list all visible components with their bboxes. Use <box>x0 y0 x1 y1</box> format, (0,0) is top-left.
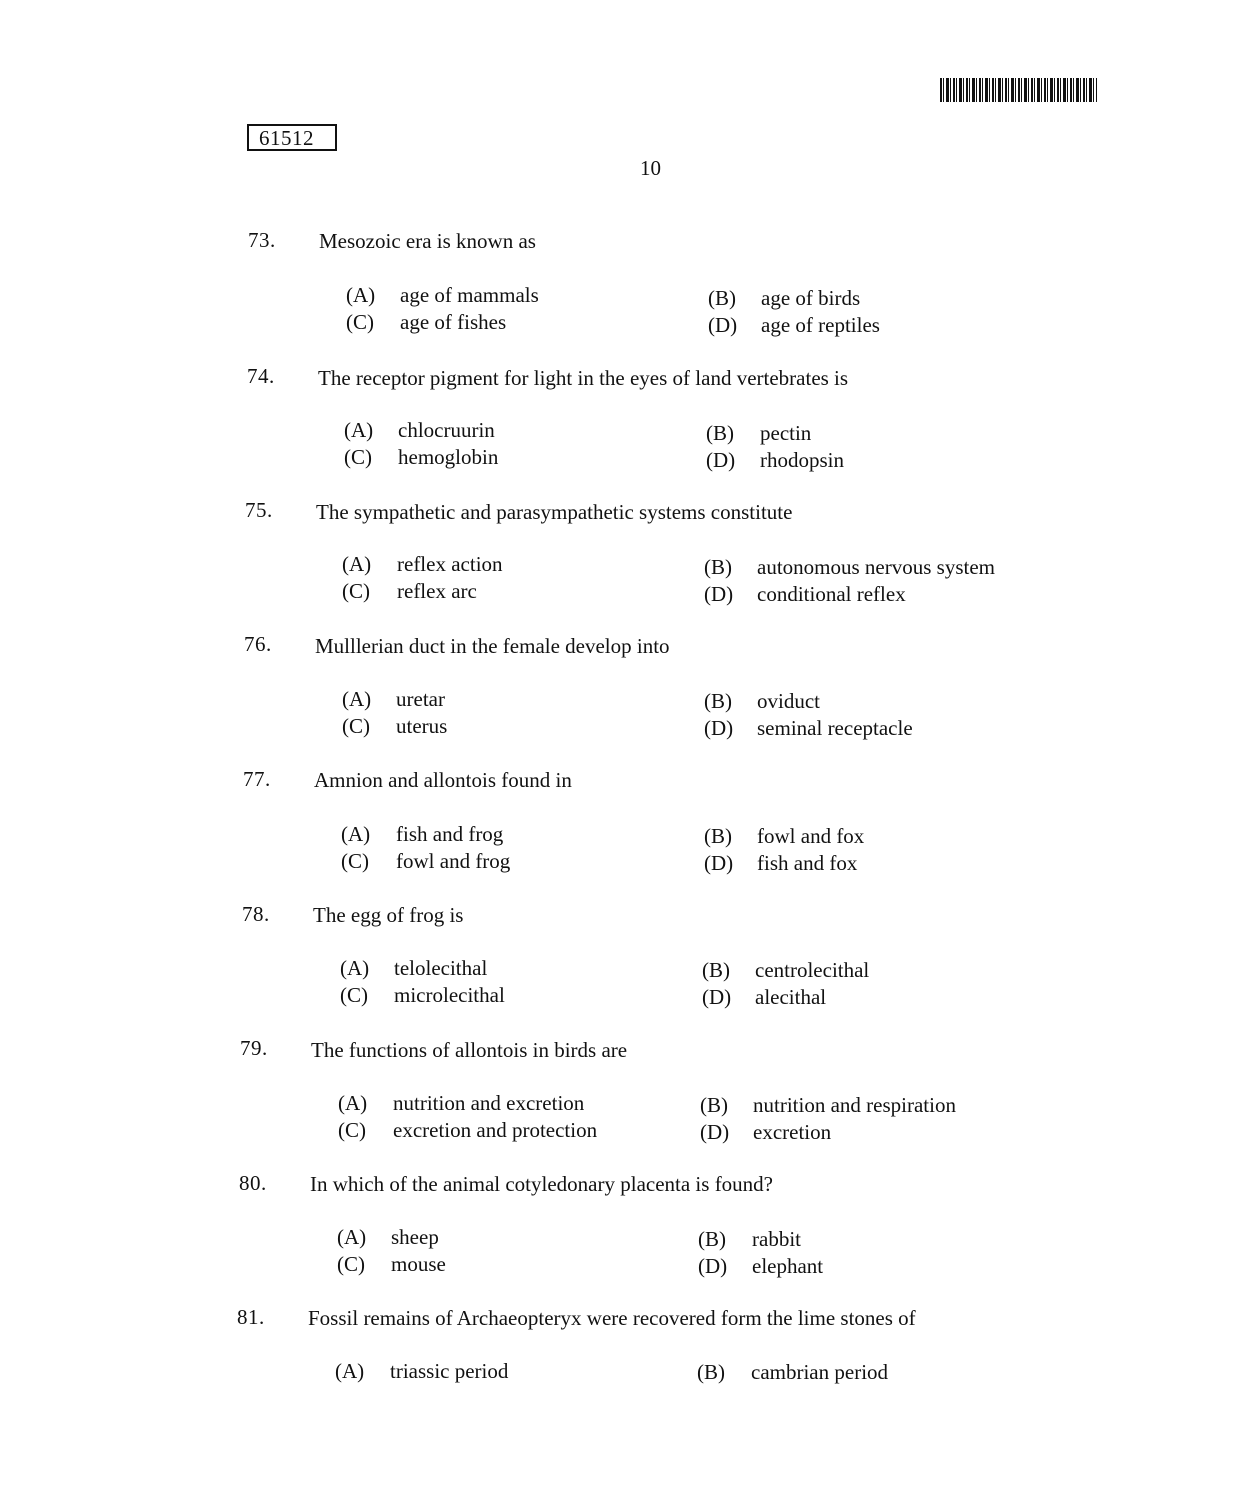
option-text: rabbit <box>752 1227 801 1251</box>
option-label: (B) <box>698 1227 726 1251</box>
option-label: (D) <box>704 582 734 606</box>
question-text: The sympathetic and parasympathetic systems constitute <box>316 500 793 524</box>
question-text: Mesozoic era is known as <box>319 229 536 253</box>
option-label: (D) <box>700 1120 730 1144</box>
barcode-icon <box>940 78 1097 102</box>
option-text: telolecithal <box>394 956 488 980</box>
option-text: mouse <box>391 1252 446 1276</box>
option-label: (C) <box>344 445 372 469</box>
question-number: 73. <box>248 228 276 252</box>
option-text: fish and fox <box>757 851 858 875</box>
option-text: centrolecithal <box>755 958 870 982</box>
question-number: 80. <box>239 1171 267 1195</box>
option-label: (D) <box>704 851 734 875</box>
option-text: microlecithal <box>394 983 505 1007</box>
option-label: (B) <box>704 824 732 848</box>
option-label: (A) <box>344 418 374 442</box>
question-number: 79. <box>240 1036 268 1060</box>
option-text: age of mammals <box>400 283 539 307</box>
option-text: alecithal <box>755 985 827 1009</box>
option-text: excretion <box>753 1120 832 1144</box>
page-number: 10 <box>640 156 661 180</box>
option-label: (B) <box>697 1360 725 1384</box>
option-label: (B) <box>700 1093 728 1117</box>
option-label: (C) <box>338 1118 366 1142</box>
option-label: (B) <box>706 421 734 445</box>
paper-code-box <box>247 124 337 151</box>
option-text: cambrian period <box>751 1360 889 1384</box>
option-text: chlocruurin <box>398 418 495 442</box>
option-text: elephant <box>752 1254 824 1278</box>
option-text: reflex arc <box>397 579 477 603</box>
option-label: (D) <box>698 1254 728 1278</box>
option-label: (B) <box>702 958 730 982</box>
option-label: (A) <box>341 822 371 846</box>
option-text: triassic period <box>390 1359 509 1383</box>
option-label: (A) <box>346 283 376 307</box>
option-label: (D) <box>704 716 734 740</box>
option-text: sheep <box>391 1225 439 1249</box>
option-text: fish and frog <box>396 822 504 846</box>
option-label: (B) <box>704 555 732 579</box>
option-label: (C) <box>342 579 370 603</box>
question-text: Amnion and allontois found in <box>314 768 572 792</box>
option-text: uterus <box>396 714 448 738</box>
option-label: (A) <box>338 1091 368 1115</box>
option-label: (B) <box>708 286 736 310</box>
question-text: In which of the animal cotyledonary placenta is found? <box>310 1172 774 1196</box>
question-number: 74. <box>247 364 275 388</box>
option-text: hemoglobin <box>398 445 499 469</box>
question-number: 77. <box>243 767 271 791</box>
option-text: nutrition and excretion <box>393 1091 585 1115</box>
option-label: (A) <box>335 1359 365 1383</box>
option-label: (C) <box>342 714 370 738</box>
option-text: uretar <box>396 687 445 711</box>
option-text: age of fishes <box>400 310 507 334</box>
option-text: age of birds <box>761 286 861 310</box>
question-number: 75. <box>245 498 273 522</box>
option-label: (B) <box>704 689 732 713</box>
question-text: The egg of frog is <box>313 903 464 927</box>
option-label: (A) <box>342 687 372 711</box>
option-label: (C) <box>340 983 368 1007</box>
option-label: (D) <box>702 985 732 1009</box>
option-label: (A) <box>342 552 372 576</box>
option-label: (C) <box>337 1252 365 1276</box>
option-label: (A) <box>340 956 370 980</box>
option-text: nutrition and respiration <box>753 1093 956 1117</box>
option-text: rhodopsin <box>760 448 844 472</box>
option-label: (C) <box>341 849 369 873</box>
question-number: 78. <box>242 902 270 926</box>
paper-code: 61512 <box>259 126 314 150</box>
option-text: excretion and protection <box>393 1118 598 1142</box>
option-label: (A) <box>337 1225 367 1249</box>
option-text: fowl and fox <box>757 824 865 848</box>
option-text: oviduct <box>757 689 820 713</box>
question-text: Fossil remains of Archaeopteryx were recovered form the lime stones of <box>308 1306 916 1330</box>
option-text: fowl and frog <box>396 849 511 873</box>
option-label: (D) <box>708 313 738 337</box>
question-number: 81. <box>237 1305 265 1329</box>
option-text: pectin <box>760 421 812 445</box>
option-label: (D) <box>706 448 736 472</box>
question-number: 76. <box>244 632 272 656</box>
question-text: Mulllerian duct in the female develop into <box>315 634 670 658</box>
question-text: The receptor pigment for light in the eyes of land vertebrates is <box>318 366 849 390</box>
option-text: age of reptiles <box>761 313 880 337</box>
option-text: conditional reflex <box>757 582 906 606</box>
option-text: autonomous nervous system <box>757 555 995 579</box>
option-text: seminal receptacle <box>757 716 913 740</box>
question-text: The functions of allontois in birds are <box>311 1038 628 1062</box>
option-text: reflex action <box>397 552 503 576</box>
option-label: (C) <box>346 310 374 334</box>
